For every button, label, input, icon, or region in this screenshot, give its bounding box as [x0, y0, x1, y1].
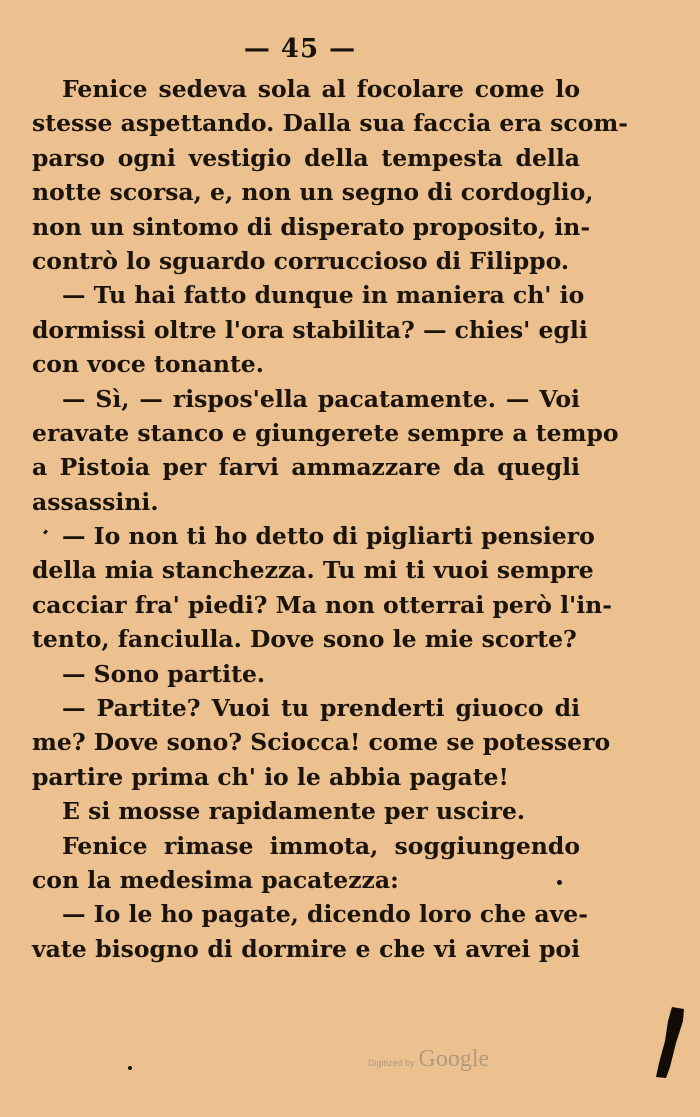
- google-watermark: [368, 1046, 489, 1073]
- text-line: a Pistoia per farvi ammazzare da quegli: [32, 453, 580, 482]
- text-line: Fenice sedeva sola al focolare come lo: [62, 75, 580, 103]
- text-line: tento, fanciulla. Dove sono le mie scorte?: [32, 625, 577, 654]
- watermark-brand: Google: [418, 1046, 490, 1072]
- body-text: [32, 72, 629, 966]
- text-line: della mia stanchezza. Tu mi ti vuoi sempre: [32, 556, 594, 585]
- text-line: stesse aspettando. Dalla sua faccia era scom-: [32, 109, 629, 138]
- page-edge-mark: [650, 1005, 690, 1080]
- text-line: dormissi oltre l'ora stabilita? — chies' egli: [32, 315, 588, 344]
- text-line: non un sintomo di disperato proposito, in-: [32, 212, 591, 241]
- text-line: assassini.: [32, 487, 159, 516]
- text-line: — Sì, — rispos'ella pacatamente. — Voi: [62, 384, 580, 413]
- text-line: notte scorsa, e, non un segno di cordoglio,: [32, 178, 594, 207]
- text-line: eravate stanco e giungerete sempre a tempo: [32, 418, 619, 447]
- text-line: contrò lo sguardo corruccioso di Filippo.: [32, 246, 570, 275]
- text-line: — Sono partite.: [62, 659, 266, 688]
- text-line: cacciar fra' piedi? Ma non otterrai però l'in-: [32, 590, 612, 619]
- text-line: E si mosse rapidamente per uscire.: [62, 797, 526, 826]
- text-line: — Tu hai fatto dunque in maniera ch' io: [62, 281, 585, 310]
- text-line: con la medesima pacatezza:: [32, 865, 399, 894]
- text-line: me? Dove sono? Sciocca! come se potessero: [32, 728, 611, 757]
- watermark-prefix: Digitized by: [368, 1058, 415, 1068]
- text-line: — Io le ho pagate, dicendo loro che ave-: [62, 900, 588, 929]
- text-line: — Io non ti ho detto di pigliarti pensiero: [62, 522, 595, 551]
- text-line: vate bisogno di dormire e che vi avrei poi: [32, 934, 580, 963]
- text-line: Fenice rimase immota, soggiungendo: [62, 831, 580, 860]
- text-line: con voce tonante.: [32, 350, 264, 379]
- page-number: — 45 —: [243, 34, 357, 64]
- ink-speck: [128, 1066, 132, 1070]
- ink-speck: [557, 880, 562, 885]
- text-line: — Partite? Vuoi tu prenderti giuoco di: [62, 694, 580, 723]
- text-line: parso ogni vestigio della tempesta della: [32, 143, 580, 172]
- text-line: partire prima ch' io le abbia pagate!: [32, 762, 509, 791]
